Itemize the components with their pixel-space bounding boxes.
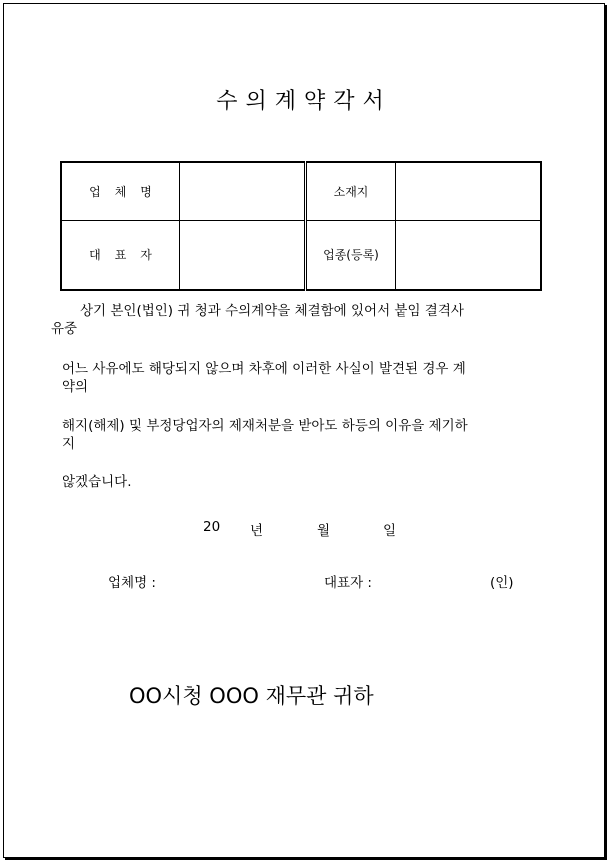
paragraph-line: 지 <box>62 436 76 452</box>
signature-representative-label: 대표자 : <box>324 575 372 591</box>
seal-mark: (인) <box>490 575 514 591</box>
paragraph-line: 어느 사유에도 해당되지 않으며 차후에 이러한 사실이 발견된 경우 계 <box>62 361 466 377</box>
paragraph-line: 약의 <box>62 379 89 395</box>
signature-company-label: 업체명 : <box>108 575 156 591</box>
document-page <box>3 3 605 858</box>
date-year-prefix: 20 <box>203 519 221 535</box>
paragraph-line: 유중 <box>51 321 78 337</box>
registration-field[interactable] <box>396 220 542 290</box>
location-label: 소재지 <box>306 162 396 220</box>
info-table <box>60 161 542 291</box>
registration-label: 업종(등록) <box>306 220 396 290</box>
company-name-field[interactable] <box>180 162 306 220</box>
paragraph-line: 않겠습니다. <box>62 474 132 490</box>
addressee: OO시청 OOO 재무관 귀하 <box>129 684 374 708</box>
date-year-unit: 년 <box>250 523 264 539</box>
date-day-unit: 일 <box>383 523 397 539</box>
date-month-unit: 월 <box>317 523 331 539</box>
paragraph-line: 상기 본인(법인) 귀 청과 수의계약을 체결함에 있어서 붙임 결격사 <box>80 303 464 319</box>
representative-field[interactable] <box>180 220 306 290</box>
representative-label: 대표자 <box>61 220 180 290</box>
location-field[interactable] <box>396 162 542 220</box>
company-name-label: 업체명 <box>61 162 180 220</box>
paragraph-line: 해지(해제) 및 부정당업자의 제재처분을 받아도 하등의 이유을 제기하 <box>62 418 468 434</box>
document-title: 수의계약각서 <box>216 89 392 114</box>
